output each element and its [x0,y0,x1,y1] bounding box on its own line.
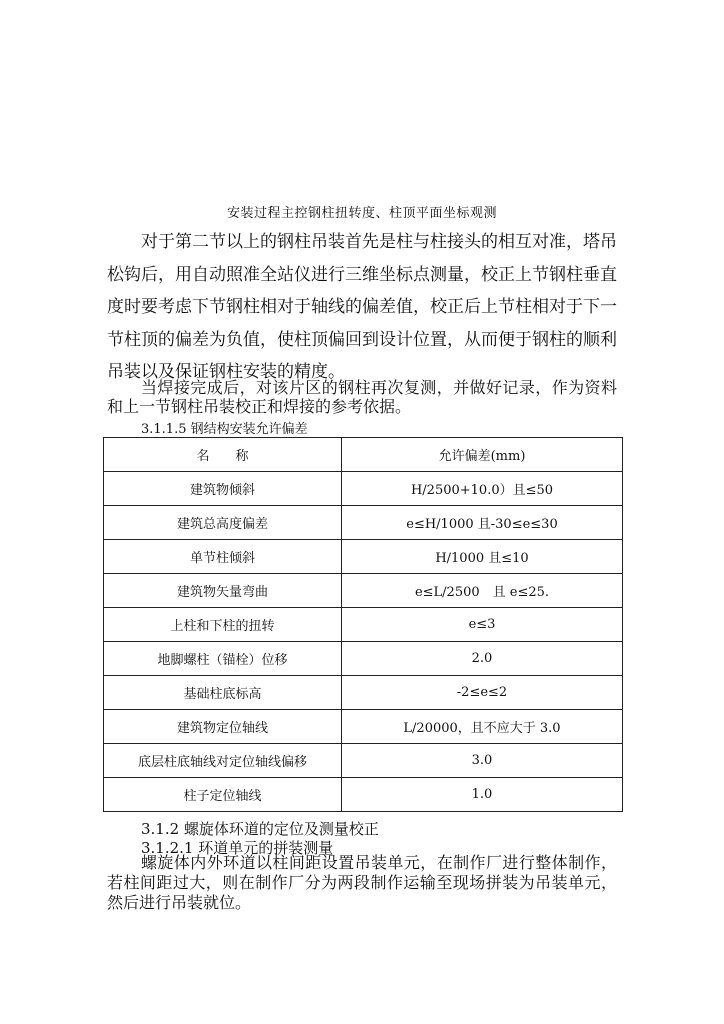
table-cell-name: 建筑物倾斜 [104,472,342,506]
table-row [104,642,623,676]
table-cell-tolerance: 3.0 [342,744,623,778]
table-cell-name: 底层柱底轴线对定位轴线偏移 [104,744,342,778]
table-cell-tolerance: e≤L/2500 且 e≤25. [342,574,623,608]
table-header-row [104,438,623,472]
table-cell-tolerance: 1.0 [342,778,623,812]
table-cell-name: 建筑物定位轴线 [104,710,342,744]
paragraph-ring-units: 螺旋体内外环道以柱间距设置吊装单元，在制作厂进行整体制作，若柱间距过大，则在制作厂分为两段制作运输至现场拼装为吊装单元，然后进行吊装就位。 [107,853,617,912]
table-cell-tolerance: H/2500+10.0）且≤50 [342,472,623,506]
heading-spiral-ring-positioning: 3.1.2 螺旋体环道的定位及测量校正 [141,820,379,838]
table-row [104,472,623,506]
table-row [104,608,623,642]
table-row [104,744,623,778]
section-caption: 安装过程主控钢柱扭转度、柱顶平面坐标观测 [226,206,497,221]
table-cell-name: 上柱和下柱的扭转 [104,608,342,642]
table-cell-tolerance: e≤H/1000 且-30≤e≤30 [342,506,623,540]
paragraph-weld-recheck: 当焊接完成后，对该片区的钢柱再次复测，并做好记录，作为资料和上一节钢柱吊装校正和焊接的参考依据。 [107,378,617,416]
tolerance-table [103,437,623,812]
table-row [104,778,623,812]
table-cell-name: 单节柱倾斜 [104,540,342,574]
table-cell-tolerance: -2≤e≤2 [342,676,623,710]
paragraph-column-hoisting: 对于第二节以上的钢柱吊装首先是柱与柱接头的相互对准，塔吊松钩后，用自动照准全站仪进行三维坐标点测量，校正上节钢柱垂直度时要考虑下节钢柱相对于轴线的偏差值，校正后上节柱相对于下一节柱顶的偏差为负值，使柱顶偏回到设计位置，从而便于钢柱的顺利吊装以及保证钢柱安装的精度。 [107,232,617,383]
table-caption: 3.1.1.5 钢结构安装允许偏差 [141,422,308,437]
table-cell-name: 基础柱底标高 [104,676,342,710]
table-cell-name: 建筑物矢量弯曲 [104,574,342,608]
table-cell-name: 柱子定位轴线 [104,778,342,812]
heading-ring-unit-assembly: 3.1.2.1 环道单元的拼装测量 [141,839,334,857]
header-name: 名 称 [104,438,342,472]
table-cell-tolerance: 2.0 [342,642,623,676]
table-row [104,540,623,574]
table-row [104,710,623,744]
table-cell-tolerance: e≤3 [342,608,623,642]
header-tolerance: 允许偏差(mm) [342,438,623,472]
table-row [104,506,623,540]
table-cell-name: 地脚螺柱（锚栓）位移 [104,642,342,676]
table-row [104,574,623,608]
table-cell-tolerance: L/20000，且不应大于 3.0 [342,710,623,744]
table-row [104,676,623,710]
table-cell-name: 建筑总高度偏差 [104,506,342,540]
table-cell-tolerance: H/1000 且≤10 [342,540,623,574]
